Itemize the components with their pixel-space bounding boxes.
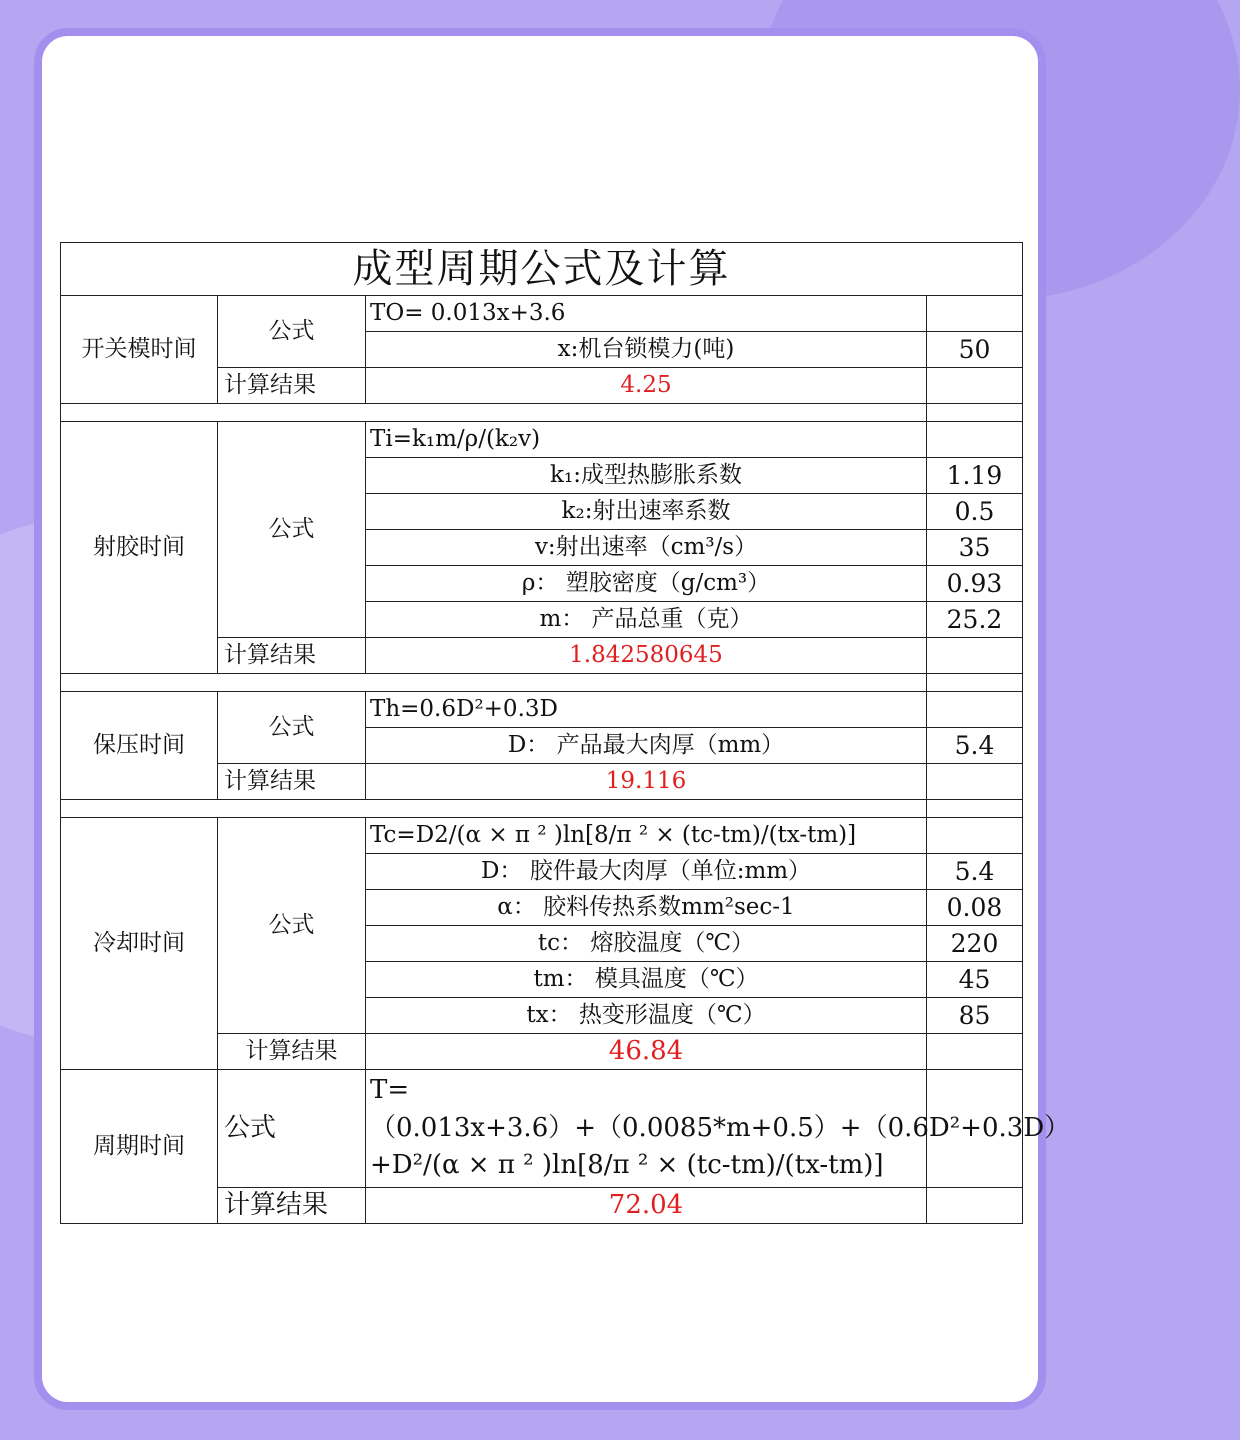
variable-name: tm： 模具温度（℃）: [366, 962, 927, 998]
variable-value: 50: [927, 332, 1023, 368]
formula-injection: Ti=k₁m/ρ/(k₂v): [366, 422, 927, 458]
variable-name: tc： 熔胶温度（℃）: [366, 926, 927, 962]
variable-name: ρ： 塑胶密度（g/cm³）: [366, 566, 927, 602]
empty-cell: [927, 422, 1023, 458]
variable-name: D： 胶件最大肉厚（单位:mm）: [366, 854, 927, 890]
spacer-row: [61, 674, 927, 692]
category-open-close: 开关模时间: [61, 296, 218, 404]
empty-cell: [927, 818, 1023, 854]
result-label: 计算结果: [218, 368, 366, 404]
category-cycle: 周期时间: [61, 1070, 218, 1224]
formula-label: 公式: [218, 422, 366, 638]
variable-name: m： 产品总重（克）: [366, 602, 927, 638]
spacer-row: [61, 800, 927, 818]
variable-value: 1.19: [927, 458, 1023, 494]
empty-cell: [927, 296, 1023, 332]
formula-label: 公式: [218, 818, 366, 1034]
result-cooling: 46.84: [366, 1034, 927, 1070]
variable-name: k₂:射出速率系数: [366, 494, 927, 530]
empty-cell: [927, 1034, 1023, 1070]
result-injection: 1.842580645: [366, 638, 927, 674]
empty-cell: [927, 674, 1023, 692]
empty-cell: [927, 368, 1023, 404]
result-label: 计算结果: [218, 1034, 366, 1070]
empty-cell: [927, 1188, 1023, 1224]
variable-value: 85: [927, 998, 1023, 1034]
sheet-title: 成型周期公式及计算: [61, 243, 1023, 296]
empty-cell: [927, 692, 1023, 728]
variable-name: k₁:成型热膨胀系数: [366, 458, 927, 494]
variable-value: 5.4: [927, 854, 1023, 890]
result-label: 计算结果: [218, 764, 366, 800]
formula-label: 公式: [218, 296, 366, 368]
formula-label: 公式: [218, 692, 366, 764]
formula-cooling: Tc=D2/(α × π ² )ln[8/π ² × (tc-tm)/(tx-tm)]: [366, 818, 927, 854]
variable-value: 0.93: [927, 566, 1023, 602]
formula-open-close: TO= 0.013x+3.6: [366, 296, 927, 332]
variable-name: α： 胶料传热系数mm²sec-1: [366, 890, 927, 926]
formula-sheet: [60, 242, 1071, 1224]
variable-name: tx： 热变形温度（℃）: [366, 998, 927, 1034]
result-cycle: 72.04: [366, 1188, 927, 1224]
variable-value: 25.2: [927, 602, 1023, 638]
variable-value: 45: [927, 962, 1023, 998]
category-injection: 射胶时间: [61, 422, 218, 674]
result-holding: 19.116: [366, 764, 927, 800]
variable-value: 0.08: [927, 890, 1023, 926]
spacer-row: [61, 404, 927, 422]
result-label: 计算结果: [218, 638, 366, 674]
category-holding: 保压时间: [61, 692, 218, 800]
formula-label: 公式: [218, 1070, 366, 1188]
variable-value: 35: [927, 530, 1023, 566]
category-cooling: 冷却时间: [61, 818, 218, 1070]
empty-cell: [927, 764, 1023, 800]
result-label: 计算结果: [218, 1188, 366, 1224]
result-open-close: 4.25: [366, 368, 927, 404]
variable-name: v:射出速率（cm³/s）: [366, 530, 927, 566]
empty-cell: [927, 638, 1023, 674]
empty-cell: [927, 800, 1023, 818]
empty-cell: [927, 404, 1023, 422]
variable-value: 0.5: [927, 494, 1023, 530]
formula-holding: Th=0.6D²+0.3D: [366, 692, 927, 728]
variable-name: D： 产品最大肉厚（mm）: [366, 728, 927, 764]
variable-value: 5.4: [927, 728, 1023, 764]
formula-cycle: T=（0.013x+3.6）+（0.0085*m+0.5）+（0.6D²+0.3D）+D²/(α × π ² )ln[8/π ² × (tc-tm)/(tx-tm)]: [366, 1070, 927, 1188]
variable-name: x:机台锁模力(吨): [366, 332, 927, 368]
variable-value: 220: [927, 926, 1023, 962]
